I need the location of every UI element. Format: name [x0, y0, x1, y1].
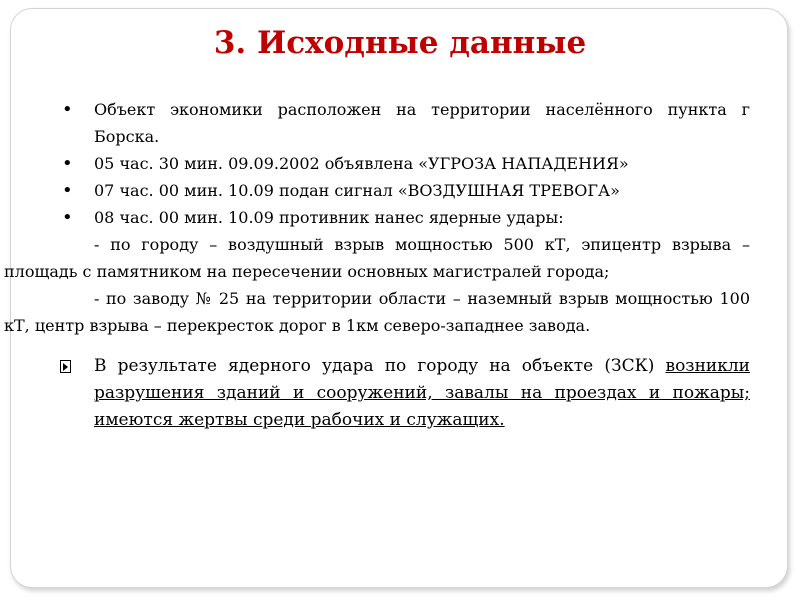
arrow-box-icon: [60, 360, 71, 373]
slide-title: 3. Исходные данные: [213, 25, 587, 61]
bullet-dot-icon: •: [62, 99, 73, 120]
bullet-item: [60, 204, 750, 231]
bullet-item: [60, 177, 750, 204]
bullet-list: [60, 96, 750, 231]
bullet-dot-icon: •: [62, 180, 73, 201]
bullet-text: 07 час. 00 мин. 10.09 подан сигнал «ВОЗДУШНАЯ ТРЕВОГА»: [94, 181, 620, 200]
bullet-item: [60, 150, 750, 177]
result-note: [60, 353, 750, 434]
bullet-item: [60, 96, 750, 150]
sub-item-plant: - по заводу № 25 на территории области – наземный взрыв мощностью 100 кТ, центр взрыва – перекресток дорог в 1км северо-западнее завода.: [4, 289, 750, 335]
sub-item-city: - по городу – воздушный взрыв мощностью 500 кТ, эпицентр взрыва – площадь с памятником на пересечении основных магистралей города;: [4, 235, 750, 281]
bullet-text: 08 час. 00 мин. 10.09 противник нанес ядерные удары:: [94, 208, 564, 227]
bullet-dot-icon: •: [62, 207, 73, 228]
bullet-dot-icon: •: [62, 153, 73, 174]
result-note-lead: В результате ядерного удара по городу на объекте (ЗСК): [94, 356, 666, 376]
result-note-underlined: возникли разрушения зданий и сооружений, завалы на проездах и пожары; имеются жертвы среди рабочих и служащих.: [94, 356, 750, 430]
slide-body: [4, 96, 750, 434]
bullet-text: 05 час. 30 мин. 09.09.2002 объявлена «УГРОЗА НАПАДЕНИЯ»: [94, 154, 629, 173]
bullet-text: Объект экономики расположен на территории населённого пункта г Борска.: [94, 100, 750, 146]
